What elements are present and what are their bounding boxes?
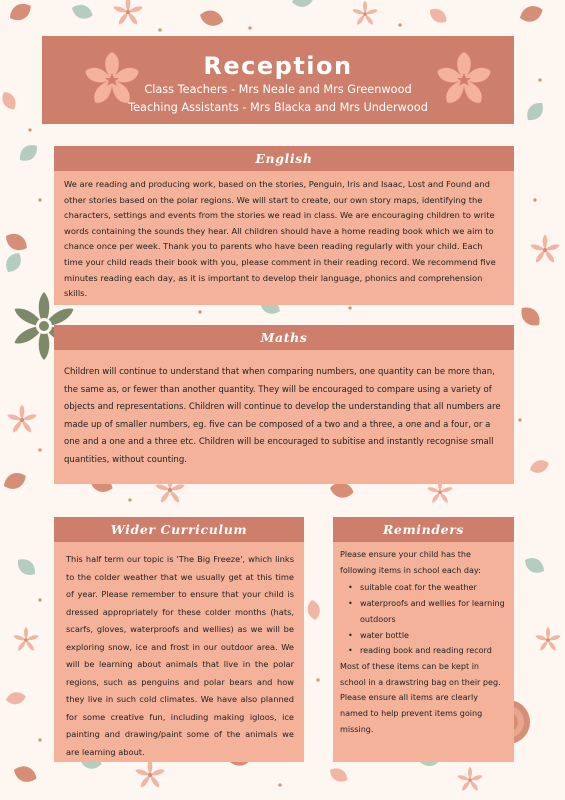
reminders-body [333, 542, 514, 762]
english-section [54, 146, 514, 305]
english-heading: English [54, 146, 514, 171]
teaching-assistants: Teaching Assistants - Mrs Blacka and Mrs Underwood [128, 101, 428, 114]
wider-curriculum-heading: Wider Curriculum [54, 517, 304, 542]
reminders-outro: Most of these items can be kept in school in a drawstring bag on their peg. Please ensure all items are clearly named to help prevent items going missing. [340, 661, 501, 734]
maths-section [54, 325, 514, 484]
list-item: • waterproofs and wellies for learning outdoors [348, 596, 506, 627]
reminders-heading: Reminders [333, 517, 514, 542]
list-item: • water bottle [348, 628, 506, 644]
maths-heading: Maths [54, 325, 514, 350]
wider-curriculum-section [54, 517, 304, 762]
flower-icon [82, 50, 142, 110]
reminders-section [333, 517, 514, 762]
list-item: • reading book and reading record [348, 643, 506, 659]
page-title: Reception [203, 52, 353, 80]
header-banner [42, 36, 514, 124]
maths-body: Children will continue to understand that when comparing numbers, one quantity can be more than, the same as, or fewer than another quantity. They will be encouraged to compare using a variety of objects and representations. Children will continue to develop the understanding that all numbers are made up of smaller numbers, eg. five can be composed of a two and a three, a one and a four, or a one and a one and a three etc. Children will be encouraged to subitise and instantly recognise small quantities, without counting. [54, 350, 514, 484]
flower-icon [434, 50, 494, 110]
reminders-intro: Please ensure your child has the following items in school each day: [340, 550, 481, 575]
class-teachers: Class Teachers - Mrs Neale and Mrs Greenwood [144, 83, 412, 96]
wider-curriculum-body: This half term our topic is 'The Big Freeze', which links to the colder weather that we usually get at this time of year. Please remember to ensure that your child is dressed appropriately for these colder months (hats, scarfs, gloves, waterproofs and wellies) as we will be exploring snow, ice and frost in our outdoor area. We will be learning about animals that live in the polar regions, such as penguins and polar bears and how they live in such cold climates. We have also planned for some creative fun, including making igloos, ice painting and drawing/paint some of the animals we are learning about. [54, 542, 304, 762]
reminders-list [348, 580, 506, 659]
english-body: We are reading and producing work, based on the stories, Penguin, Iris and Isaac, Lost and Found and other stories based on the polar regions. We will start to create, our own story maps, identifying the characters, settings and events from the stories we read in class. We are encouraging children to write words containing the sounds they hear. All children should have a home reading book which we aim to chance once per week. Thank you to parents who have been reading regularly with your child. Each time your child reads their book with you, please comment in their reading record. We recommend five minutes reading each day, as it is important to develop their language, phonics and comprehension skills. [54, 171, 514, 305]
list-item: • suitable coat for the weather [348, 580, 506, 596]
